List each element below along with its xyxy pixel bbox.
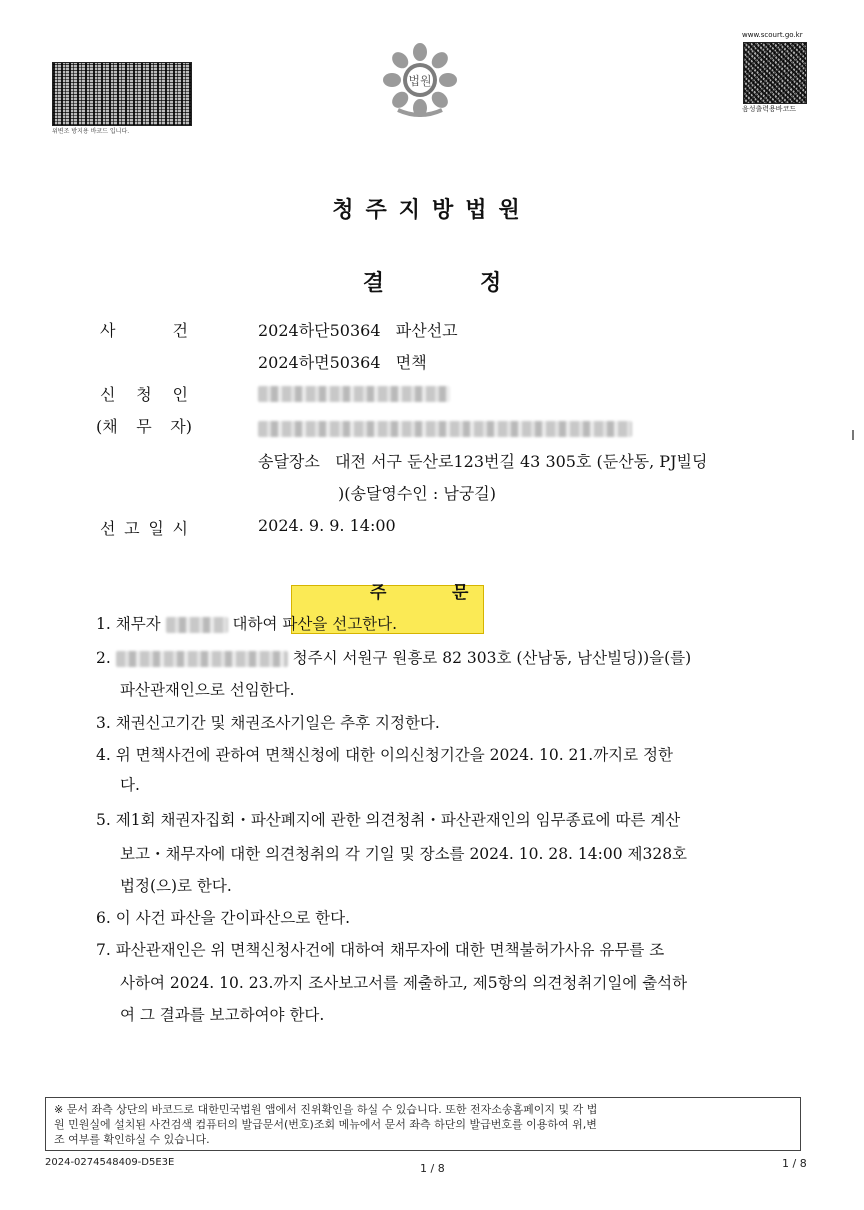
order-item-5-text: 제1회 채권자집회・파산폐지에 관한 의견청취・파산관재인의 임무종료에 따른 계산 (115, 811, 681, 829)
scourt-url: www.scourt.go.kr (742, 31, 803, 39)
debtor-name-redacted (166, 617, 228, 633)
order-item-3-text: 채권신고기간 및 채권조사기일은 추후 지정한다. (115, 714, 440, 732)
court-emblem-icon (380, 40, 460, 120)
voice-output-barcode (743, 42, 807, 104)
order-item-5-continued-1: 보고・채무자에 대한 의견청취의 각 기일 및 장소를 2024. 10. 28. 14:00 제328호 (120, 845, 688, 863)
order-item-5-number: 5. (96, 811, 111, 829)
delivery-place-line (258, 449, 707, 472)
trustee-name-redacted (116, 651, 288, 667)
order-item-7-number: 7. (96, 941, 111, 959)
case-line-2 (258, 350, 427, 373)
page-number-center: 1 / 8 (420, 1162, 445, 1175)
order-item-1-prefix: 채무자 (115, 615, 161, 633)
applicant-label: 신 청 인 (100, 385, 188, 404)
issue-number: 2024-0274548409-D5E3E (45, 1157, 175, 1168)
order-item-7-continued-2: 여 그 결과를 보고하여야 한다. (120, 1006, 325, 1024)
order-item-1-highlight-text: 파산을 선고한다. (282, 615, 398, 633)
order-item-3 (96, 711, 440, 733)
voice-output-barcode-caption: 음성출력용바코드 (742, 105, 797, 113)
case-label: 사 건 (100, 321, 188, 340)
delivery-place-label: 송달장소 (258, 452, 320, 471)
debtor-label: (채 무 자) (96, 417, 192, 436)
delivery-receiver: )(송달영수인 : 남궁길) (338, 484, 496, 503)
authenticity-barcode-caption: 위변조 방지용 바코드 입니다. (52, 128, 130, 135)
declaration-label: 선 고 일 시 (100, 519, 188, 538)
court-name: 청주지방법원 (332, 197, 532, 223)
order-item-2 (96, 646, 691, 668)
delivery-place-address: 대전 서구 둔산로123번길 43 305호 (둔산동, PJ빌딩 (335, 452, 708, 471)
order-item-4 (96, 743, 673, 765)
order-item-6-text: 이 사건 파산을 간이파산으로 한다. (115, 909, 350, 927)
verification-notice (45, 1097, 801, 1151)
debtor-address-redacted (258, 418, 632, 437)
document-title-right: 정 (480, 270, 502, 296)
order-item-2-continued: 파산관재인으로 선임한다. (120, 681, 295, 699)
order-item-5 (96, 808, 680, 830)
order-item-4-continued: 다. (120, 776, 140, 794)
order-item-6 (96, 906, 350, 928)
case-number-discharge: 2024하면50364 (258, 353, 381, 372)
order-item-7-text: 파산관재인은 위 면책신청사건에 대하여 채무자에 대한 면책불허가사유 유무를 조 (115, 941, 665, 959)
order-item-1 (96, 612, 397, 634)
order-item-4-number: 4. (96, 746, 111, 764)
declaration-datetime: 2024. 9. 9. 14:00 (258, 516, 396, 535)
order-item-1-middle: 대하여 (232, 615, 278, 633)
order-item-7 (96, 938, 664, 960)
case-line-1 (258, 318, 458, 341)
document-title-left: 결 (362, 270, 384, 296)
order-item-2-text: 청주시 서원구 원흥로 82 303호 (산남동, 남산빌딩))을(를) (292, 649, 692, 667)
scan-edge-mark (852, 430, 854, 440)
case-type-bankruptcy: 파산선고 (395, 321, 458, 340)
applicant-name-redacted (258, 383, 450, 402)
order-item-4-text: 위 면책사건에 관하여 면책신청에 대한 이의신청기간을 2024. 10. 21.까지로 정한 (115, 746, 673, 764)
emblem-text: 법원 (408, 74, 432, 88)
order-item-7-continued-1: 사하여 2024. 10. 23.까지 조사보고서를 제출하고, 제5항의 의견청취기일에 출석하 (120, 974, 688, 992)
notice-line-2: 원 민원실에 설치된 사건검색 컴퓨터의 발급문서(번호)조회 메뉴에서 문서 좌측 하단의 발급번호를 이용하여 위,변 (54, 1118, 597, 1131)
case-number-bankruptcy: 2024하단50364 (258, 321, 381, 340)
page-number-right: 1 / 8 (782, 1157, 807, 1170)
order-item-3-number: 3. (96, 714, 111, 732)
order-item-6-number: 6. (96, 909, 111, 927)
order-item-1-number: 1. (96, 615, 111, 633)
case-type-discharge: 면책 (395, 353, 427, 372)
notice-line-3: 조 여부를 확인하실 수 있습니다. (54, 1133, 210, 1146)
document-title (0, 266, 864, 297)
notice-line-1: ※ 문서 좌측 상단의 바코드로 대한민국법원 앱에서 진위확인을 하실 수 있습니다. 또한 전자소송홈페이지 및 각 법 (54, 1103, 598, 1116)
order-heading-left: 주 (370, 583, 387, 603)
authenticity-barcode (52, 62, 192, 126)
order-item-5-continued-2: 법정(으)로 한다. (120, 877, 232, 895)
order-heading-right: 문 (452, 583, 469, 603)
order-item-2-number: 2. (96, 649, 111, 667)
